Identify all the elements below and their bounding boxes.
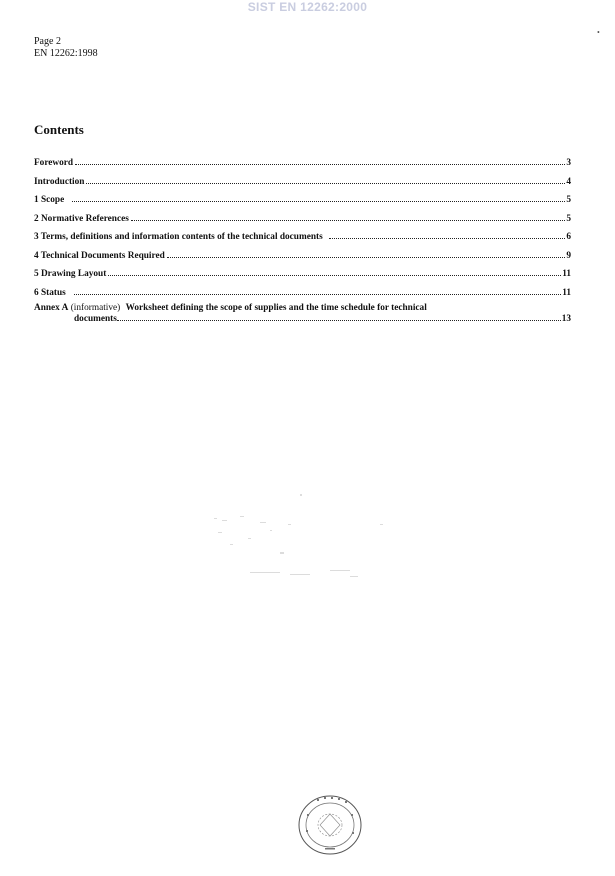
toc-label: 5 Drawing Layout (34, 269, 107, 279)
annex-prefix: Annex A (34, 303, 69, 313)
annex-title: Worksheet defining the scope of supplies and the time schedule for technical (125, 303, 427, 313)
toc-page: 5 (566, 213, 571, 224)
toc-label: Foreword (34, 158, 74, 168)
toc-entry-normative-references[interactable] (34, 213, 571, 232)
leader-dots (75, 157, 565, 165)
toc-entry-technical-documents[interactable] (34, 250, 571, 269)
leader-dots (72, 194, 565, 202)
toc-page: 11 (562, 287, 571, 298)
leader-dots (117, 313, 561, 321)
faint-scan-artifact (200, 480, 390, 590)
toc-label: 4 Technical Documents Required (34, 250, 165, 261)
watermark-text: SIST EN 12262:2000 (247, 0, 368, 14)
toc-entry-drawing-layout[interactable] (34, 268, 571, 287)
leader-dots (131, 213, 566, 221)
toc-page: 13 (561, 314, 571, 324)
toc-label: Introduction (34, 176, 85, 187)
toc-page: 9 (566, 250, 571, 261)
toc-page: 6 (566, 232, 571, 242)
toc-entry-terms-definitions[interactable] (34, 231, 571, 250)
official-seal-stamp (297, 794, 363, 856)
leader-dots (167, 250, 566, 258)
toc-entry-scope[interactable] (34, 194, 571, 213)
corner-mark: • (597, 28, 600, 37)
contents-heading: Contents (34, 122, 84, 137)
toc-page: 4 (566, 176, 571, 187)
toc-entry-foreword[interactable] (34, 157, 571, 176)
page-number: Page 2 (34, 36, 61, 47)
toc-label: 2 Normative References (34, 213, 129, 224)
toc-label: 3 Terms, definitions and information contents of the technical documents (34, 232, 323, 242)
annex-qualifier: (informative) (70, 303, 121, 313)
table-of-contents (34, 157, 571, 324)
annex-line-continued (34, 313, 571, 324)
toc-label: 1 Scope (34, 195, 65, 205)
toc-page: 3 (566, 158, 571, 168)
leader-dots (86, 176, 565, 184)
toc-page: 11 (562, 269, 571, 279)
leader-dots (74, 287, 561, 295)
leader-dots (108, 268, 561, 276)
toc-entry-introduction[interactable] (34, 176, 571, 195)
toc-entry-annex-a[interactable] (34, 303, 571, 324)
annex-title-continued: documents (74, 314, 117, 324)
toc-label: 6 Status (34, 287, 66, 298)
page-header (34, 36, 98, 60)
standard-id: EN 12262:1998 (34, 48, 98, 59)
toc-page: 5 (566, 195, 571, 205)
leader-dots (329, 231, 566, 239)
annex-line (34, 303, 571, 313)
